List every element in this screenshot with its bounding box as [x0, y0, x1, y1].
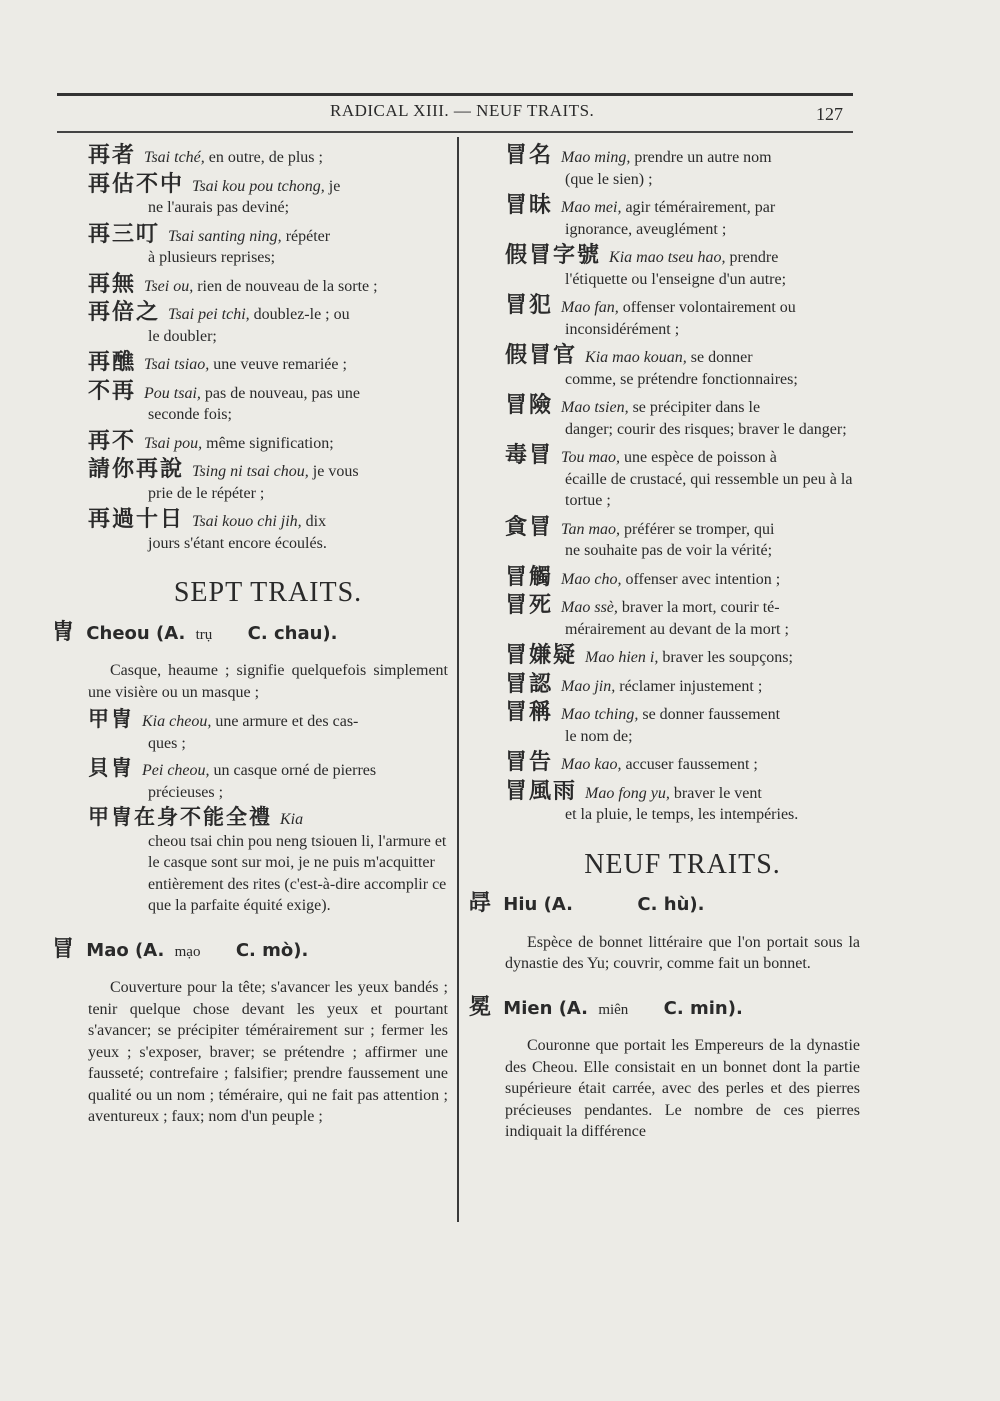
entry-definition: je vous [308, 463, 359, 480]
entry-characters: 假冒官 [505, 343, 578, 368]
entry-continuation: ne souhaite pas de voir la vérité; [565, 542, 773, 559]
entry-continuation: jours s'étant encore écoulés. [148, 534, 327, 552]
entry-romanization: Tsing ni tsai chou, [192, 463, 309, 480]
entry-characters: 冒風雨 [505, 778, 578, 804]
radical-character: 冔 [469, 891, 492, 916]
entry-definition: se donner [686, 349, 753, 366]
entry-characters: 冒告 [505, 750, 554, 775]
entry-characters: 冒險 [505, 393, 554, 418]
entry-romanization: Kia mao tseu hao, [609, 249, 726, 266]
dictionary-entry [505, 395, 860, 440]
entry-characters: 請你再說 [88, 457, 185, 482]
right-entries [505, 145, 860, 826]
dictionary-entry [88, 428, 448, 455]
radical-entry-mao [52, 936, 448, 964]
entry-definition: pas de nouveau, pas une [200, 384, 360, 402]
entry-characters: 冒認 [505, 671, 554, 697]
entry-romanization: Tsai santing ning, [168, 227, 282, 245]
dictionary-entry [88, 221, 448, 269]
dictionary-entry [505, 195, 860, 240]
radical-name: Hiu [503, 894, 538, 915]
entry-characters: 再過十日 [88, 507, 185, 532]
entry-characters: 冒昧 [505, 193, 554, 218]
entry-continuation: écaille de crustacé, qui ressemble un peu à la tortue ; [565, 470, 853, 509]
dictionary-entry [88, 758, 448, 803]
entry-characters: 假冒字號 [505, 243, 602, 268]
radical-name: Mao [86, 939, 129, 961]
annamite-reading: mạo [174, 943, 201, 960]
entry-definition: en outre, de plus ; [204, 149, 323, 166]
entry-romanization: Mao fong yu, [585, 784, 670, 802]
annamite-label: (A. [135, 939, 165, 961]
definition-paragraph: Espèce de bonnet littéraire que l'on portait sous la dynastie des Yu; couvrir, comme fait un bonnet. [505, 933, 860, 972]
dictionary-entry [88, 378, 448, 426]
entry-romanization: Tsai kou pou tchong, [192, 177, 325, 195]
entry-characters: 冒犯 [505, 293, 554, 318]
column-divider [457, 137, 459, 1222]
entry-definition: un casque orné de pierres [209, 762, 377, 779]
dictionary-entry [505, 645, 860, 669]
entry-definition: dix [301, 513, 327, 530]
right-column [469, 143, 860, 1149]
entry-definition: offenser avec intention ; [621, 570, 781, 588]
entry-definition: offenser volontairement ou [618, 299, 796, 316]
entry-definition: prendre [725, 249, 779, 266]
dictionary-entry [88, 302, 448, 347]
radical-character: 冒 [52, 936, 75, 962]
entry-romanization: Mao tsien, [561, 399, 629, 416]
entry-romanization: Tsai pou, [144, 434, 203, 452]
entry-characters: 再估不中 [88, 171, 185, 197]
entry-definition: une veuve remariée ; [209, 356, 347, 373]
entry-characters: 不再 [88, 378, 137, 404]
cantonese-reading: hù). [663, 894, 705, 915]
cantonese-label: C. [247, 622, 268, 644]
dictionary-entry [88, 509, 448, 554]
dictionary-entry [88, 352, 448, 376]
dictionary-entry [88, 807, 448, 917]
dictionary-entry [505, 595, 860, 640]
annamite-label: (A. [156, 622, 186, 644]
entry-characters: 再無 [88, 271, 137, 297]
dictionary-entry [505, 671, 860, 698]
entry-continuation: ignorance, aveuglément ; [565, 220, 727, 238]
entry-characters: 再不 [88, 428, 137, 454]
dictionary-entry [505, 702, 860, 747]
dictionary-entry [505, 295, 860, 340]
entry-definition: doublez-le ; ou [249, 306, 350, 323]
entry-characters: 冒名 [505, 143, 554, 168]
entry-definition: braver le vent [669, 784, 762, 802]
entry-characters: 再醮 [88, 350, 137, 375]
entry-definition: une armure et des cas- [211, 713, 359, 730]
entry-characters: 再倍之 [88, 300, 161, 325]
dictionary-entry [505, 564, 860, 591]
entry-continuation: inconsidérément ; [565, 320, 680, 338]
entry-definition: se précipiter dans le [628, 399, 761, 416]
definition-paragraph: Couverture pour la tête; s'avancer les yeux bandés ; tenir quelque chose devant les yeux et pourtant s'avancer; se précipiter témérairement sur ; fermer les yeux ; s'exposer, braver; se prétendre ; affirmer une fausseté; contrefaire ; falsifier; prendre faussement une qualité ou un nom ; téméraire, qui ne fait pas attention ; aventureux ; faux; nom d'un peuple ; [88, 979, 448, 1125]
entry-continuation: danger; courir des risques; braver le danger; [565, 420, 847, 438]
entry-characters: 冒嫌疑 [505, 643, 578, 668]
dictionary-entry [505, 752, 860, 776]
entry-romanization: Tsai tsiao, [144, 356, 210, 373]
entry-romanization: Tou mao, [561, 449, 620, 466]
entry-definition: braver les soupçons; [658, 649, 793, 666]
cantonese-label: C. [663, 997, 684, 1019]
entry-continuation: ne l'aurais pas deviné; [148, 199, 290, 216]
entry-definition: répéter [281, 227, 331, 245]
dictionary-entry [505, 145, 860, 190]
entry-romanization: Mao fan, [561, 299, 619, 316]
page-number: 127 [816, 104, 843, 124]
cantonese-label: C. [637, 894, 658, 915]
radical-character: 冕 [469, 994, 492, 1020]
entry-romanization: Mao ming, [561, 149, 631, 166]
section-title-sept: SEPT TRAITS. [173, 577, 363, 608]
entry-continuation: seconde fois; [148, 406, 232, 423]
annamite-reading: miên [598, 1001, 629, 1018]
radical-character: 冑 [52, 619, 75, 645]
entry-characters: 貝冑 [88, 756, 134, 780]
entry-romanization: Mao jin, [561, 677, 616, 695]
entry-continuation: cheou tsai chin pou neng tsiouen li, l'armure et le casque sont sur moi, je ne puis m'acquitter entièrement des rites (c'est-à-dire accomplir ce que la parfaite équité exige). [148, 832, 447, 914]
entry-romanization: Tsai pei tchi, [168, 306, 250, 323]
radical-entry-hiu [469, 893, 860, 918]
entry-continuation: (que le sien) ; [565, 170, 653, 188]
entry-romanization: Kia mao kouan, [585, 349, 687, 366]
entry-definition: prendre un autre nom [630, 149, 772, 166]
entry-romanization: Mao ssè, [561, 599, 618, 616]
entry-characters: 再三叮 [88, 221, 161, 247]
entry-definition: même signification; [202, 434, 334, 452]
entry-romanization: Mao mei, [561, 199, 622, 216]
dictionary-entry [88, 459, 448, 504]
dictionary-entry [505, 245, 860, 290]
annamite-reading: trụ [195, 626, 213, 643]
section-title-neuf: NEUF TRAITS. [584, 848, 781, 880]
entry-continuation: ques ; [148, 734, 186, 752]
dictionary-entry [88, 145, 448, 169]
entry-continuation: mérairement au devant de la mort ; [565, 620, 789, 638]
entry-characters: 甲冑 [88, 707, 134, 731]
entry-characters: 毒冒 [505, 443, 554, 468]
dictionary-entry [88, 271, 448, 298]
cantonese-reading: mò). [262, 939, 309, 961]
entry-definition: se donner faussement [638, 706, 781, 723]
entry-continuation: à plusieurs reprises; [148, 249, 276, 266]
entry-continuation: et la pluie, le temps, les intempéries. [565, 806, 799, 823]
entry-romanization: Mao cho, [561, 570, 622, 588]
entry-characters: 再者 [88, 143, 137, 168]
entry-definition: une espèce de poisson à [620, 449, 777, 466]
entry-continuation: prie de le répéter ; [148, 484, 265, 502]
running-header: RADICAL XIII. — NEUF TRAITS. [330, 101, 595, 120]
definition-paragraph: Casque, heaume ; signifie quelquefois simplement une visière ou un masque ; [88, 662, 448, 701]
entry-characters: 冒稱 [505, 700, 554, 725]
entry-definition: accuser faussement ; [621, 756, 758, 773]
entry-romanization: Tsei ou, [144, 277, 194, 295]
definition-paragraph: Couronne que portait les Empereurs de la dynastie des Cheou. Elle consistait en un bonnet dont la partie supérieure était carrée, avec des perles et des pierres précieuses pendantes. Le nombre de ces pierres indiquait la différence [505, 1037, 860, 1140]
entry-characters: 貪冒 [505, 514, 554, 540]
entry-romanization: Tsai tché, [144, 149, 205, 166]
cantonese-reading: chau). [273, 622, 338, 644]
header-rule [57, 131, 853, 133]
left-entries [88, 145, 448, 554]
entry-definition: je [324, 177, 341, 195]
entry-romanization: Mao hien i, [585, 649, 659, 666]
entry-romanization: Kia cheou, [142, 713, 212, 730]
entry-romanization: Pei cheou, [142, 762, 210, 779]
entry-romanization: Pou tsai, [144, 384, 201, 402]
dictionary-entry [505, 778, 860, 826]
radical-name: Mien [503, 997, 553, 1019]
entry-continuation: le nom de; [565, 727, 633, 745]
left-column [52, 143, 448, 1134]
entry-definition: rien de nouveau de la sorte ; [193, 277, 378, 295]
entry-characters: 甲冑在身不能全禮 [88, 805, 272, 829]
entry-continuation: comme, se prétendre fonctionnaires; [565, 370, 798, 388]
annamite-label: (A. [558, 997, 589, 1019]
dictionary-entry [88, 171, 448, 219]
cantonese-reading: min). [690, 997, 743, 1019]
dictionary-entry [505, 345, 860, 390]
entry-definition: braver la mort, courir té- [617, 599, 780, 616]
entry-continuation: l'étiquette ou l'enseigne d'un autre; [565, 270, 787, 288]
entry-romanization: Tsai kouo chi jih, [192, 513, 302, 530]
radical-entry-mien [469, 994, 860, 1022]
dictionary-entry [505, 514, 860, 562]
dictionary-entry [88, 709, 448, 754]
entry-continuation: le doubler; [148, 327, 217, 345]
entry-romanization: Mao kao, [561, 756, 622, 773]
cantonese-label: C. [235, 939, 256, 961]
radical-entry-cheou [52, 619, 448, 647]
entry-continuation: précieuses ; [148, 783, 224, 801]
sub-entries [88, 709, 448, 917]
entry-definition: réclamer injustement ; [615, 677, 763, 695]
top-rule [57, 93, 853, 96]
entry-definition: agir témérairement, par [621, 199, 776, 216]
entry-romanization: Tan mao, [561, 520, 620, 538]
entry-characters: 冒死 [505, 593, 554, 618]
dictionary-entry [505, 445, 860, 512]
annamite-label: (A. [543, 894, 573, 915]
entry-definition: préférer se tromper, qui [620, 520, 775, 538]
radical-name: Cheou [86, 622, 150, 644]
entry-characters: 冒觸 [505, 564, 554, 590]
entry-romanization: Kia [280, 811, 304, 828]
entry-romanization: Mao tching, [561, 706, 639, 723]
